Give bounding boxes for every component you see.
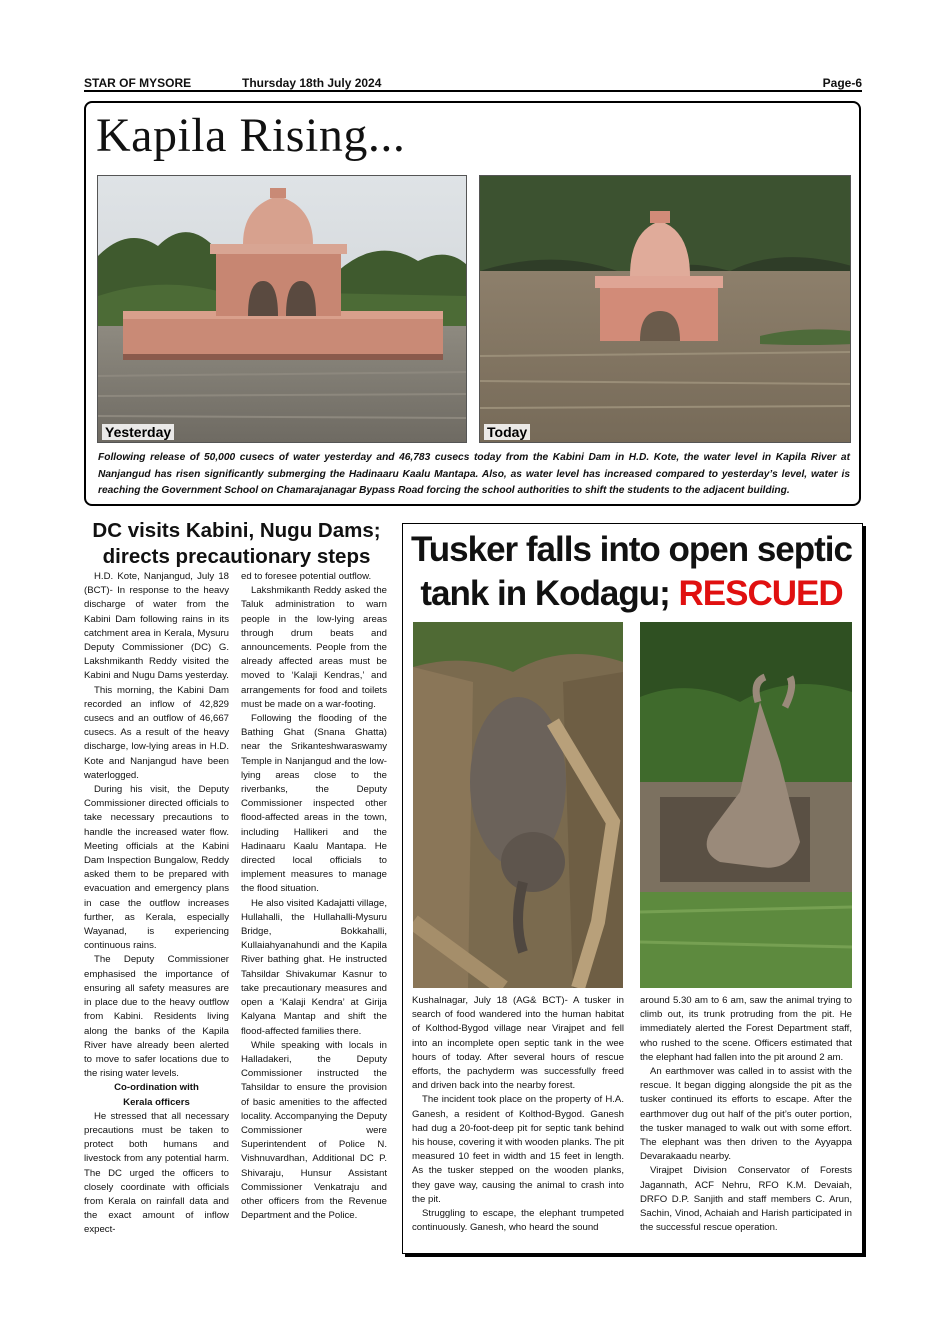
dc-subhead-line2: Kerala officers (123, 1096, 190, 1108)
dc-paragraph: H.D. Kote, Nanjangud, July 18 (BCT)- In response to the heavy discharge of water from the Kabini Dam following rains in its catchment area in Kerala, Mysuru Deputy Commissioner (DC) G. Lakshmikanth Reddy visited the Kabini and Nugu Dams yesterday. (84, 571, 229, 682)
tusker-headline (404, 528, 859, 616)
dc-headline (84, 518, 389, 570)
photo-label-today: Today (484, 424, 530, 440)
photo-label-yesterday: Yesterday (102, 424, 174, 440)
dc-paragraph: The Deputy Commissioner emphasised the importance of ensuring all safety measures are in place due to the heavy outflow from Kabini. Residents living along the banks of the Kapila River have already been alerted to move to safer locations due to the rising water levels. (84, 954, 229, 1080)
elephant-rescue-image (640, 622, 852, 988)
tusker-paragraph: Virajpet Division Conservator of Forests Jagannath, ACF Nehru, RFO K.M. Devaiah, DRFO D.P. Sanjith and staff members C. Arun, Sachin, Vinod, Achaiah and Harish participated in the successful rescue operation. (640, 1165, 852, 1234)
paper-name: STAR OF MYSORE (84, 76, 192, 90)
kapila-caption: Following release of 50,000 cusecs of water yesterday and 46,783 cusecs today from the Kabini Dam in H.D. Kote, the water level in Kapila River at Nanjangud has risen significantly submerging the Hadinaaru Kaalu Mantapa. Also, as water level has increased compared to yesterday’s level, water is reaching the Government School on Chamarajanagar Bypass Road forcing the school authorities to shift the students to the adjacent building. (98, 452, 850, 496)
dc-paragraph: While speaking with locals in Halladakeri, the Deputy Commissioner instructed the Tahsildar to ensure the provision of basic amenities to the affected locality. Accompanying the Deputy Commissioner were Superintendent of Police N. Vishnuvardhan, Additional DC P. Shivaraju, Hunsur Assistant Commissioner Venkatraju and other officers from the Revenue Department and the Police. (241, 1039, 387, 1222)
elephant-in-pit-image (413, 622, 623, 988)
dc-paragraph: He stressed that all necessary precautions must be taken to protect both humans and livestock from any potential harm. The DC urged the officers to closely coordinate with officials from Kerala on rainfall data and the exact amount of inflow expect- (84, 1110, 229, 1236)
photo-today (479, 175, 851, 443)
dc-paragraph: Lakshmikanth Reddy asked the Taluk administration to warn people in the low-lying areas through drum beats and announcements. People from the already affected areas must be moved to ‘Kalaji Kendras,’ and arrangements for food and toilets must be made on a war-footing. (241, 585, 387, 710)
dc-paragraph: This morning, the Kabini Dam recorded an inflow of 42,829 cusecs and an outflow of 46,667 cusecs. As a result of the heavy discharge, low-lying areas in H.D. Kote and Nanjangud have been waterlogged. (84, 684, 229, 781)
dc-subhead-line1: Co-ordination with (114, 1082, 199, 1094)
page-number: Page-6 (822, 76, 862, 90)
dc-paragraph: He also visited Kadajatti village, Hullahalli, the Hullahalli-Mysuru Bridge, Bokkahalli, Kullaiahyanahundi and the Kapila River bathing ghat. He instructed Tahsildar Shivakumar Kasnur to take precautionary measures and open a ‘Kalaji Kendra’ at Girija Kalyana Mantap and shift the flood-affected families there. (241, 897, 387, 1037)
photo-elephant-in-pit (413, 622, 623, 988)
tusker-paragraph: Struggling to escape, the elephant trumpeted continuously. Ganesh, who heard the sound (412, 1208, 624, 1234)
dc-paragraph: During his visit, the Deputy Commissioner directed officials to take necessary precautions to handle the increased water flow. Meeting officials at the Kabini Dam Inspection Bungalow, Reddy asked them to be prepared with evacuation and emergency plans in case the outflow increases further, as Kerala, especially Wayanad, is experiencing continuous rains. (84, 784, 229, 952)
tusker-column-1 (412, 994, 624, 1235)
tusker-paragraph: The incident took place on the property of H.A. Ganesh, a resident of Kolthod-Bygod. Ganesh had dug a 20-foot-deep pit for septic tank behind his house, covering it with wooden planks. The pit measured 10 feet in width and 15 feet in length. As the tusker stepped on the wooden planks, they gave way, causing the animal to crash into the pit. (412, 1094, 624, 1205)
tusker-headline-line1: Tusker falls into open septic (410, 530, 852, 569)
kapila-title: Kapila Rising... (96, 109, 406, 162)
dc-column-1 (84, 570, 229, 1238)
tusker-paragraph: An earthmover was called in to assist with the rescue. It began digging alongside the pit as the tusker continued its efforts to escape. After the earthmover dug out half of the pit’s outer portion, the tusker managed to walk out with some effort. The elephant was then driven to the Ayyappa Devarakaadu nearby. (640, 1066, 852, 1163)
tusker-headline-line2 (404, 572, 859, 616)
issue-date: Thursday 18th July 2024 (242, 76, 382, 90)
dc-headline-line1: DC visits Kabini, Nugu Dams; (92, 519, 381, 542)
rescued-label: RESCUED (678, 574, 843, 613)
dc-headline-line2: directs precautionary steps (102, 545, 371, 568)
temple-today-image (480, 176, 851, 443)
tusker-paragraph: Kushalnagar, July 18 (AG& BCT)- A tusker in search of food wandered into the human habitat of Kolthod-Bygod village near Virajpet and fell into an incomplete open septic tank in the wee hours of today. After several hours of rescue efforts, the pachyderm was successfully freed and driven back into the nearby forest. (412, 995, 624, 1092)
tusker-paragraph: around 5.30 am to 6 am, saw the animal trying to climb out, its trunk protruding from the pit. He immediately alerted the Forest Department staff, who rushed to the scene. Officers estimated that the elephant had fallen into the pit around 2 am. (640, 995, 852, 1063)
dc-column-2 (241, 570, 387, 1223)
photo-yesterday (97, 175, 467, 443)
tusker-headline-line2-text: tank in Kodagu; (420, 574, 679, 613)
dc-paragraph: ed to foresee potential outflow. (241, 571, 372, 582)
dc-paragraph: Following the flooding of the Bathing Ghat (Snana Ghatta) near the Srikanteshwaraswamy Temple in Nanjangud and the low-lying areas close to the riverbanks, the Deputy Commissioner inspected other flood-affected areas in the town, including Hallikeri and the Hadinaaru Kaalu Mantapa. He directed local officials to implement measures to manage the flood situation. (241, 713, 387, 895)
photo-elephant-rescue (640, 622, 852, 988)
tusker-column-2 (640, 994, 852, 1235)
masthead-rule (84, 90, 862, 92)
temple-yesterday-image (98, 176, 467, 443)
